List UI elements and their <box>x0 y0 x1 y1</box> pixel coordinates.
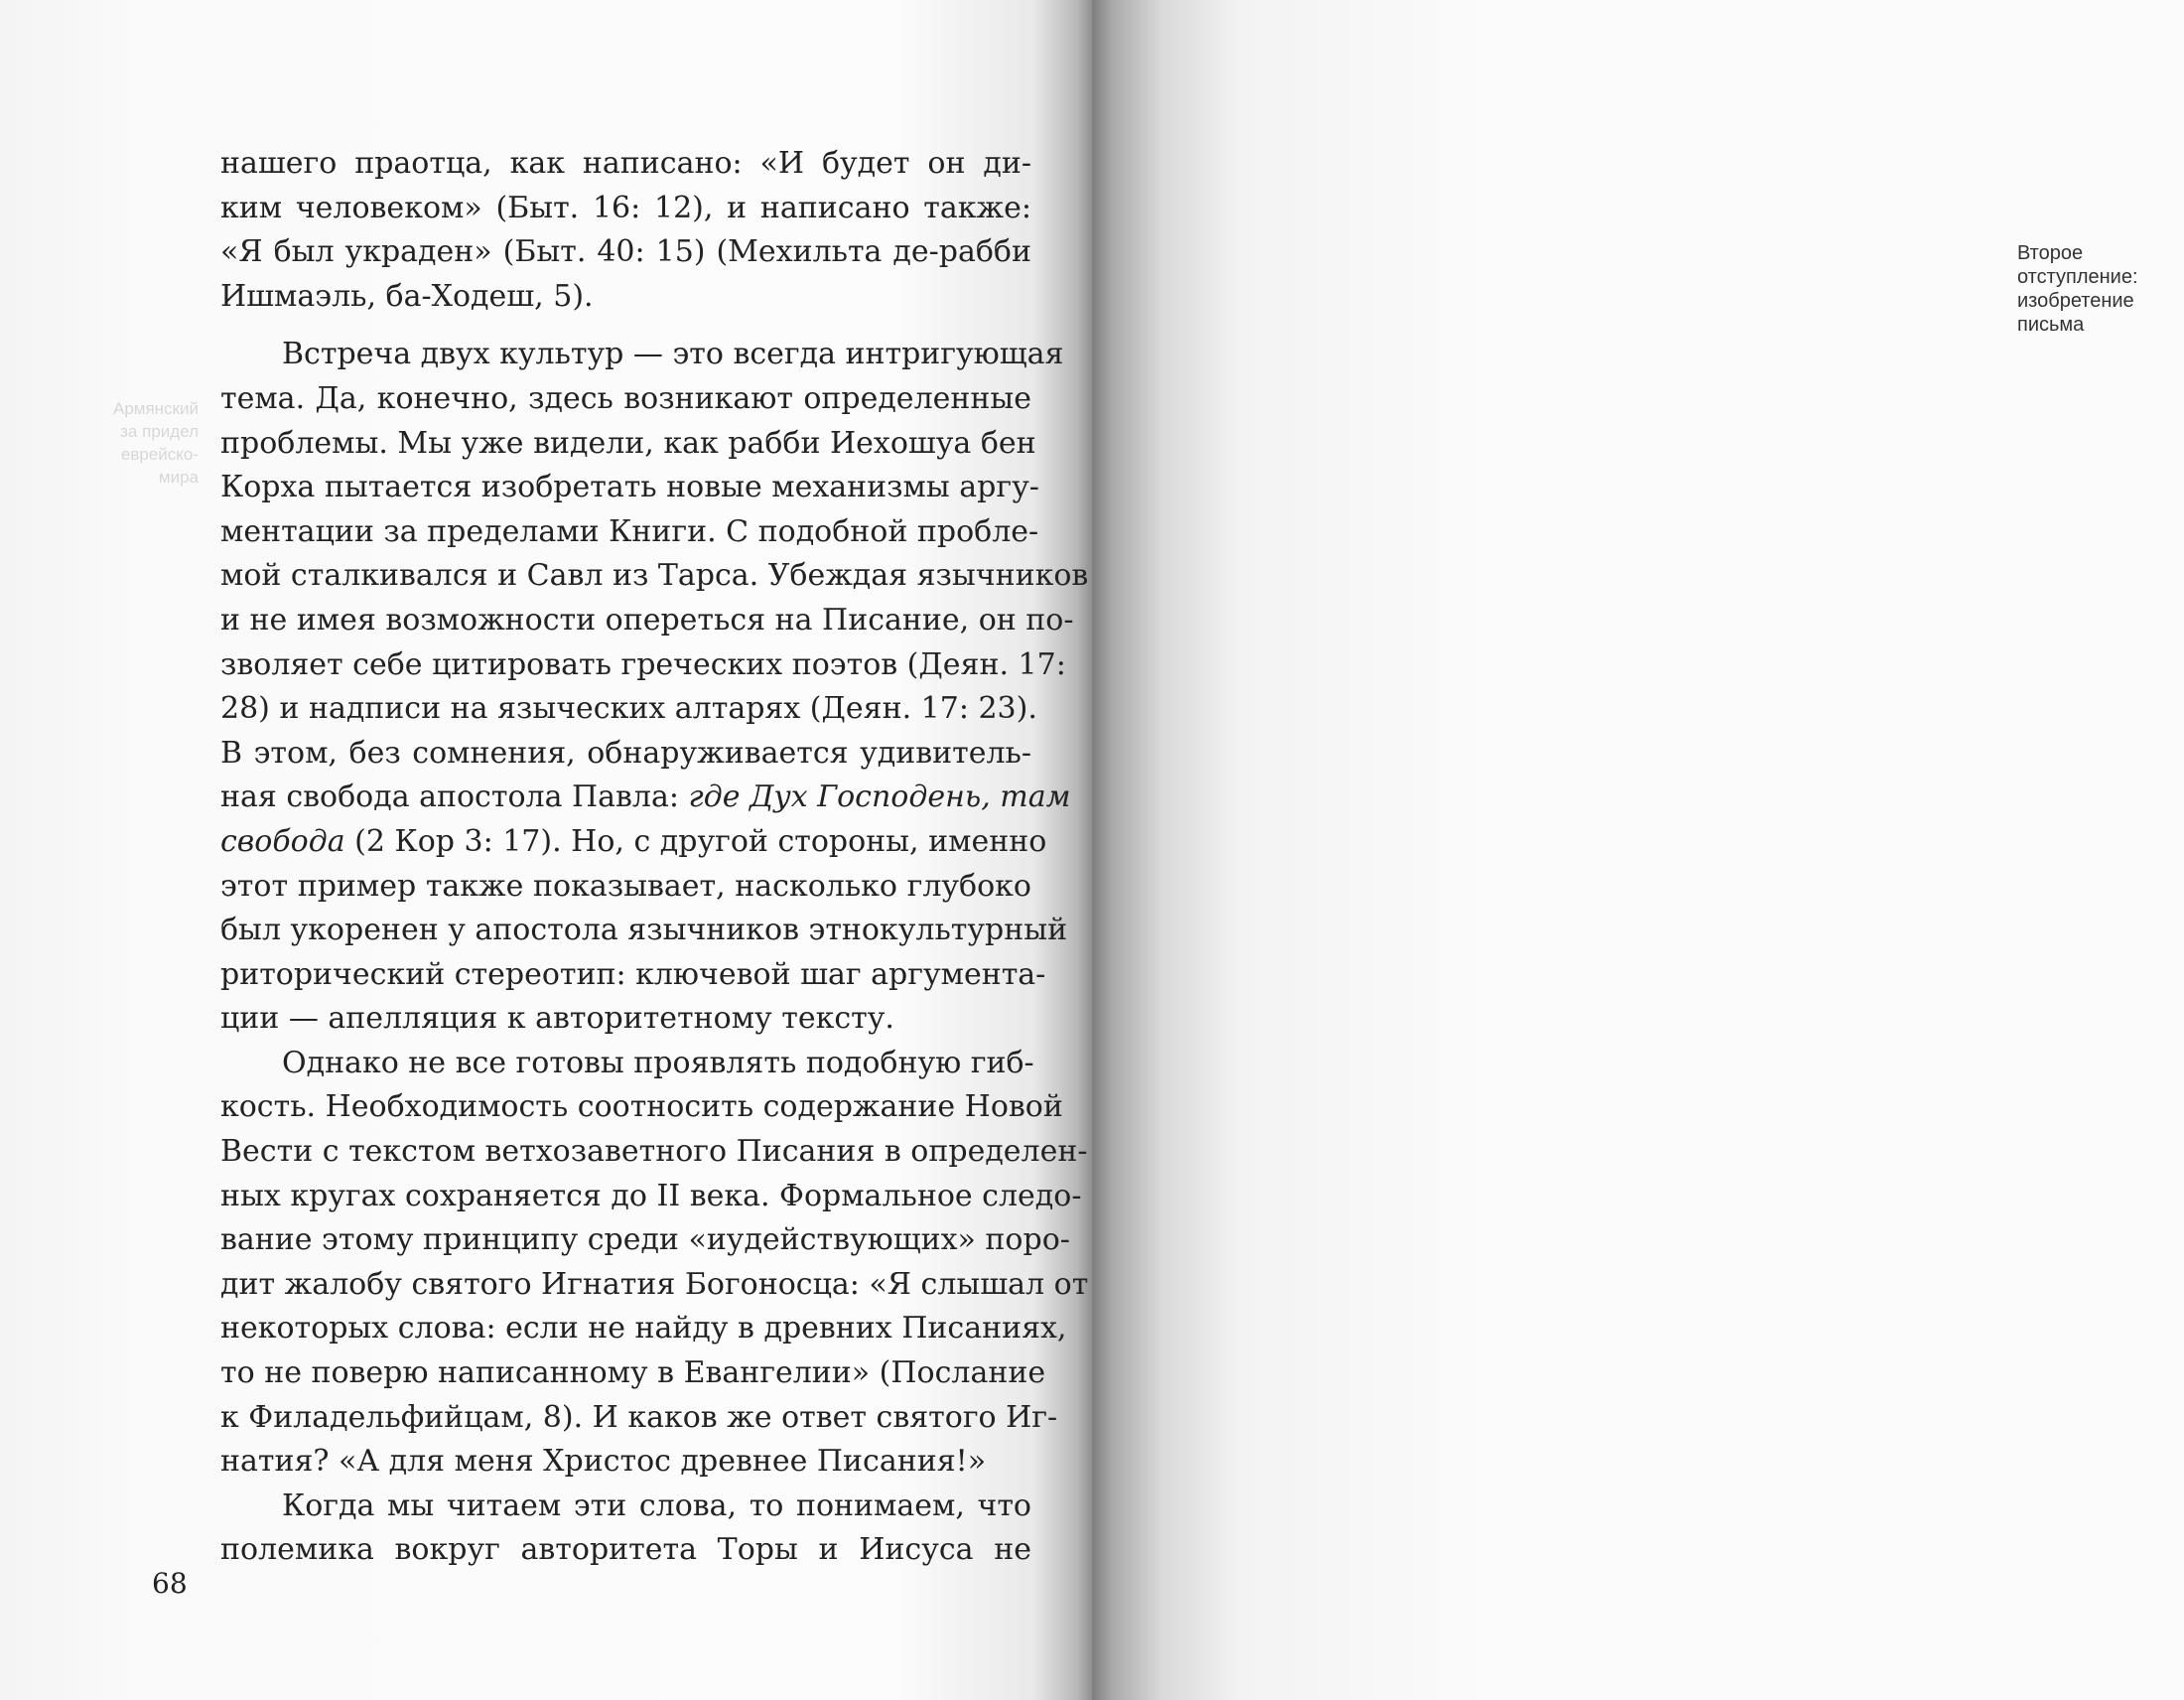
italic-text: где Дух Господень, там <box>688 779 1071 815</box>
text-line <box>220 687 1037 732</box>
text-line <box>220 865 1031 910</box>
text-segment: нашего праотца, как написано: «И будет он ди- <box>220 146 1031 181</box>
text-segment: кость. Необходимость соотносить содержание Новой <box>220 1089 1063 1125</box>
text-segment: некоторых слова: если не найду в древних Писаниях, <box>220 1311 1067 1346</box>
margin-sidenote <box>2017 241 2176 337</box>
text-segment: ная свобода апостола Павла: <box>220 779 689 815</box>
text-line <box>220 1042 1034 1086</box>
text-segment: полемика вокруг авторитета Торы и Иисуса не <box>220 1532 1031 1568</box>
bleed-through-margin-note <box>30 397 199 489</box>
sidenote-line: изобретение <box>2017 290 2134 312</box>
text-line <box>220 1085 1063 1130</box>
text-segment: Встреча двух культур — это всегда интригующая <box>282 337 1064 372</box>
text-line <box>220 997 1031 1042</box>
text-segment: Вести с текстом ветхозаветного Писания в определен- <box>220 1134 1088 1170</box>
text-line <box>220 1263 1089 1308</box>
text-segment: Ишмаэль, ба-Ходеш, 5). <box>220 278 594 314</box>
text-segment: Корха пытается изобретать новые механизмы аргу- <box>220 470 1039 505</box>
text-segment: мой сталкивался и Савл из Тарса. Убеждая язычников <box>220 558 1089 594</box>
text-segment: (2 Кор 3: 17). Но, с другой стороны, именно <box>344 823 1047 859</box>
page-number-left: 68 <box>152 1567 188 1600</box>
text-line <box>220 187 1031 231</box>
sidenote-line: письма <box>2017 314 2085 336</box>
text-line <box>220 333 1064 377</box>
text-segment: и не имея возможности опереться на Писание, он по- <box>220 602 1074 638</box>
text-line <box>220 1175 1082 1219</box>
text-segment: ных кругах сохраняется до II века. Формальное следо- <box>220 1178 1082 1213</box>
text-segment: 28) и надписи на языческих алтарях (Деян. 17: 23). <box>220 691 1037 727</box>
ghost-line: за придел <box>120 422 199 441</box>
text-line <box>220 1351 1046 1396</box>
text-line <box>220 554 1089 599</box>
text-line <box>220 953 1046 998</box>
ghost-line: еврейско- <box>120 445 199 464</box>
sidenote-line: отступление: <box>2017 266 2138 288</box>
text-segment: «Я был украден» (Быт. 40: 15) (Мехильта де-рабби <box>220 234 1031 270</box>
text-segment: этот пример также показывает, насколько глубоко <box>220 868 1031 904</box>
text-segment: В этом, без сомнения, обнаруживается удивитель- <box>220 735 1031 771</box>
text-segment: то не поверю написанному в Евангелии» (Послание <box>220 1355 1046 1391</box>
text-line <box>220 1130 1088 1175</box>
text-line <box>220 1396 1058 1441</box>
text-line <box>220 599 1074 643</box>
italic-text: свобода <box>220 823 345 859</box>
text-line <box>220 422 1036 467</box>
text-line <box>220 510 1039 555</box>
text-segment: Однако не все готовы проявлять подобную гиб- <box>282 1045 1034 1080</box>
text-segment: ментации за пределами Книги. С подобной пробле- <box>220 513 1039 549</box>
text-segment: ким человеком» (Быт. 16: 12), и написано также: <box>220 190 1031 225</box>
text-segment: дит жалобу святого Игнатия Богоносца: «Я слышал от <box>220 1266 1089 1302</box>
text-line <box>220 1528 1031 1573</box>
text-segment: проблемы. Мы уже видели, как рабби Иехошуа бен <box>220 425 1036 461</box>
text-line <box>220 909 1068 953</box>
text-line <box>220 1218 1070 1263</box>
text-line <box>220 776 1071 820</box>
text-line <box>220 230 1031 275</box>
text-line <box>220 820 1047 865</box>
text-segment: тема. Да, конечно, здесь возникают определенные <box>220 380 1031 416</box>
text-segment: риторический стереотип: ключевой шаг аргумента- <box>220 956 1046 992</box>
text-segment: был укоренен у апостола язычников этнокультурный <box>220 913 1068 948</box>
text-segment: ции — апелляция к авторитетному тексту. <box>220 1001 894 1037</box>
sidenote-line: Второе <box>2017 242 2084 264</box>
text-line <box>220 643 1066 688</box>
text-segment: зволяет себе цитировать греческих поэтов (Деян. 17: <box>220 646 1066 682</box>
text-segment: натия? «А для меня Христос древнее Писания!» <box>220 1444 987 1480</box>
text-line <box>220 275 1031 320</box>
text-line <box>220 732 1031 777</box>
text-line <box>220 377 1031 422</box>
text-segment: к Филадельфийцам, 8). И каков же ответ святого Иг- <box>220 1399 1058 1435</box>
text-line <box>220 1440 1031 1485</box>
ghost-line: Армянский <box>112 399 199 418</box>
text-line <box>220 466 1039 510</box>
text-line <box>220 1485 1031 1529</box>
text-segment: вание этому принципу среди «иудействующих» поро- <box>220 1222 1070 1258</box>
ghost-line: мира <box>158 468 199 487</box>
text-line <box>220 1307 1067 1351</box>
text-segment: Когда мы читаем эти слова, то понимаем, что <box>282 1488 1031 1523</box>
left-page-body-text <box>220 142 1089 1573</box>
text-line <box>220 142 1031 187</box>
